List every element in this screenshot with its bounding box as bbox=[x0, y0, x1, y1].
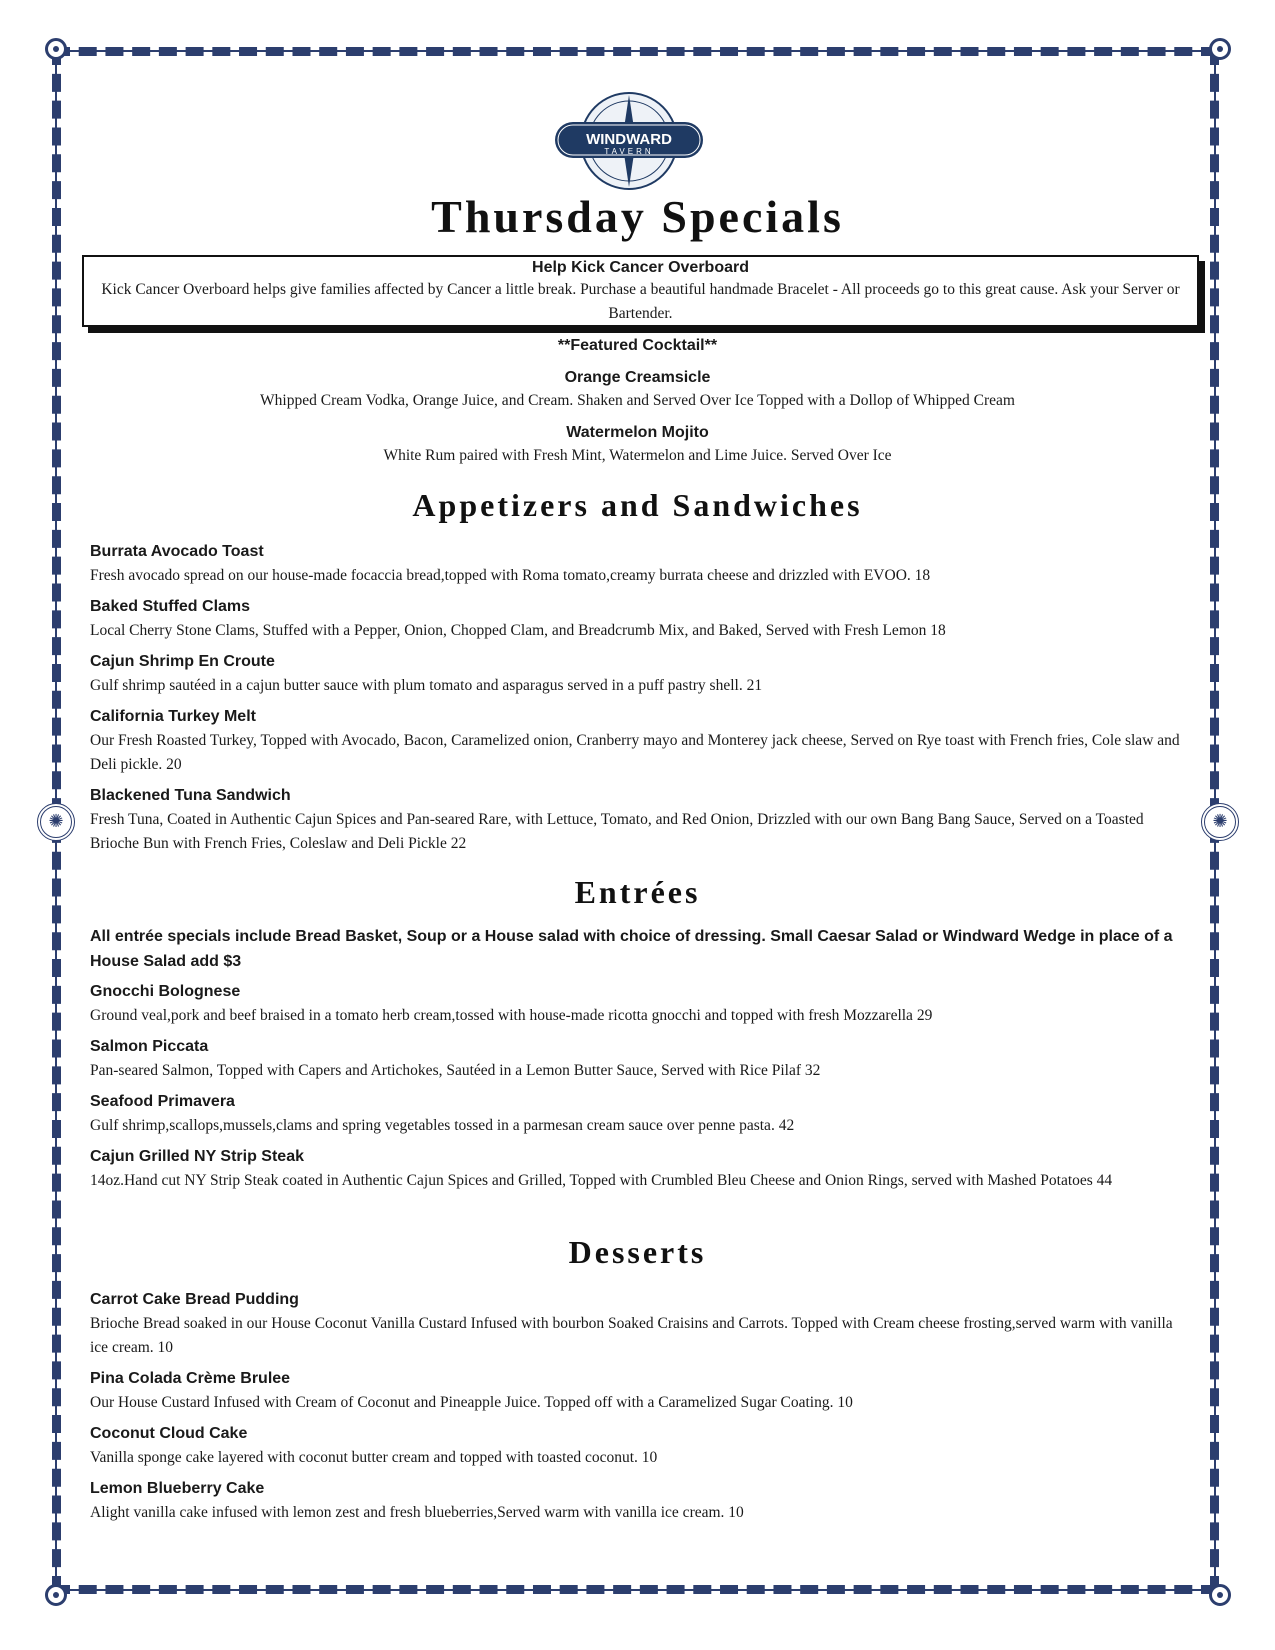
entree-note: All entrée specials include Bread Basket, Soup or a House salad with choice of dressing. Small Caesar Salad or Windward Wedge in place of a House Salad add $3 bbox=[90, 928, 1173, 970]
item-description: Fresh avocado spread on our house-made focaccia bread,topped with Roma tomato,creamy burrata cheese and drizzled with EVOO. 18 bbox=[90, 567, 931, 584]
menu-item bbox=[90, 980, 1190, 1028]
item-description: Alight vanilla cake infused with lemon zest and fresh blueberries,Served warm with vanilla ice cream. 10 bbox=[90, 1504, 744, 1521]
section-heading-entrees: Entrées bbox=[574, 874, 701, 910]
item-description: 14oz.Hand cut NY Strip Steak coated in Authentic Cajun Spices and Grilled, Topped with Crumbled Bleu Cheese and Onion Rings, served with Mashed Potatoes 44 bbox=[90, 1172, 1113, 1189]
menu-item bbox=[90, 705, 1190, 777]
item-description: Gulf shrimp,scallops,mussels,clams and spring vegetables tossed in a parmesan cream sauce over penne pasta. 42 bbox=[90, 1117, 795, 1134]
rope-knot-icon bbox=[45, 38, 67, 60]
windward-tavern-logo bbox=[553, 89, 705, 193]
rope-knot-icon bbox=[1209, 1584, 1231, 1606]
compass-medallion-icon bbox=[1201, 803, 1239, 841]
item-description: Our Fresh Roasted Turkey, Topped with Avocado, Bacon, Caramelized onion, Cranberry mayo and Monterey jack cheese, Served on Rye toast with French fries, Cole slaw and Deli pickle. 20 bbox=[90, 732, 1180, 773]
menu-item bbox=[90, 1035, 1190, 1083]
item-description: Local Cherry Stone Clams, Stuffed with a Pepper, Onion, Chopped Clam, and Breadcrumb Mix, and Baked, Served with Fresh Lemon 18 bbox=[90, 622, 946, 639]
cocktail-name: Orange Creamsicle bbox=[564, 369, 711, 386]
item-name: Seafood Primavera bbox=[90, 1093, 235, 1110]
logo-subname: TAVERN bbox=[604, 147, 654, 156]
item-description: Gulf shrimp sautéed in a cajun butter sauce with plum tomato and asparagus served in a puff pastry shell. 21 bbox=[90, 677, 763, 694]
section-heading-appetizers: Appetizers and Sandwiches bbox=[412, 487, 863, 523]
rope-knot-icon bbox=[1209, 38, 1231, 60]
menu-item bbox=[90, 595, 1190, 643]
menu-item bbox=[90, 1367, 1190, 1415]
promo-title: Help Kick Cancer Overboard bbox=[532, 259, 749, 276]
item-name: Gnocchi Bolognese bbox=[90, 983, 241, 1000]
rope-knot-icon bbox=[45, 1584, 67, 1606]
item-name: Lemon Blueberry Cake bbox=[90, 1480, 265, 1497]
promo-text: Kick Cancer Overboard helps give families affected by Cancer a little break. Purchase a beautiful handmade Bracelet - All proceeds go to this great cause. Ask your Server or Bartender. bbox=[101, 281, 1180, 322]
item-name: Cajun Shrimp En Croute bbox=[90, 653, 275, 670]
cocktail-description: Whipped Cream Vodka, Orange Juice, and Cream. Shaken and Served Over Ice Topped with a Dollop of Whipped Cream bbox=[260, 392, 1015, 409]
menu-item bbox=[90, 1145, 1190, 1193]
compass-medallion-icon bbox=[37, 803, 75, 841]
item-name: Pina Colada Crème Brulee bbox=[90, 1370, 291, 1387]
item-description: Our House Custard Infused with Cream of Coconut and Pineapple Juice. Topped off with a Caramelized Sugar Coating. 10 bbox=[90, 1394, 853, 1411]
promo-box bbox=[82, 255, 1199, 327]
item-name: Blackened Tuna Sandwich bbox=[90, 787, 291, 804]
item-description: Vanilla sponge cake layered with coconut butter cream and topped with toasted coconut. 10 bbox=[90, 1449, 658, 1466]
item-name: Salmon Piccata bbox=[90, 1038, 209, 1055]
item-description: Pan-seared Salmon, Topped with Capers and Artichokes, Sautéed in a Lemon Butter Sauce, Served with Rice Pilaf 32 bbox=[90, 1062, 821, 1079]
featured-cocktail-heading: **Featured Cocktail** bbox=[557, 337, 718, 354]
menu-item bbox=[90, 784, 1190, 856]
menu-item bbox=[90, 1477, 1190, 1525]
item-name: Cajun Grilled NY Strip Steak bbox=[90, 1148, 304, 1165]
item-name: California Turkey Melt bbox=[90, 708, 256, 725]
section-heading-desserts: Desserts bbox=[568, 1234, 707, 1270]
menu-item bbox=[90, 650, 1190, 698]
item-description: Ground veal,pork and beef braised in a tomato herb cream,tossed with house-made ricotta gnocchi and topped with fresh Mozzarella 29 bbox=[90, 1007, 933, 1024]
item-name: Baked Stuffed Clams bbox=[90, 598, 251, 615]
item-description: Brioche Bread soaked in our House Coconut Vanilla Custard Infused with bourbon Soaked Craisins and Carrots. Topped with Cream cheese frosting,served warm with vanilla ice cream. 10 bbox=[90, 1315, 1173, 1356]
menu-item bbox=[90, 1288, 1190, 1360]
page-title: Thursday Specials bbox=[431, 191, 844, 242]
logo-name: WINDWARD bbox=[586, 131, 672, 148]
item-name: Coconut Cloud Cake bbox=[90, 1425, 248, 1442]
item-name: Burrata Avocado Toast bbox=[90, 543, 264, 560]
cocktail-name: Watermelon Mojito bbox=[566, 424, 709, 441]
cocktail-description: White Rum paired with Fresh Mint, Watermelon and Lime Juice. Served Over Ice bbox=[383, 447, 892, 464]
item-name: Carrot Cake Bread Pudding bbox=[90, 1291, 299, 1308]
menu-item bbox=[90, 1422, 1190, 1470]
menu-item bbox=[90, 1090, 1190, 1138]
item-description: Fresh Tuna, Coated in Authentic Cajun Spices and Pan-seared Rare, with Lettuce, Tomato, and Red Onion, Drizzled with our own Bang Bang Sauce, Served on a Toasted Brioche Bun with French Fries, Coleslaw and Deli Pickle 22 bbox=[90, 811, 1144, 852]
menu-item bbox=[90, 540, 1190, 588]
